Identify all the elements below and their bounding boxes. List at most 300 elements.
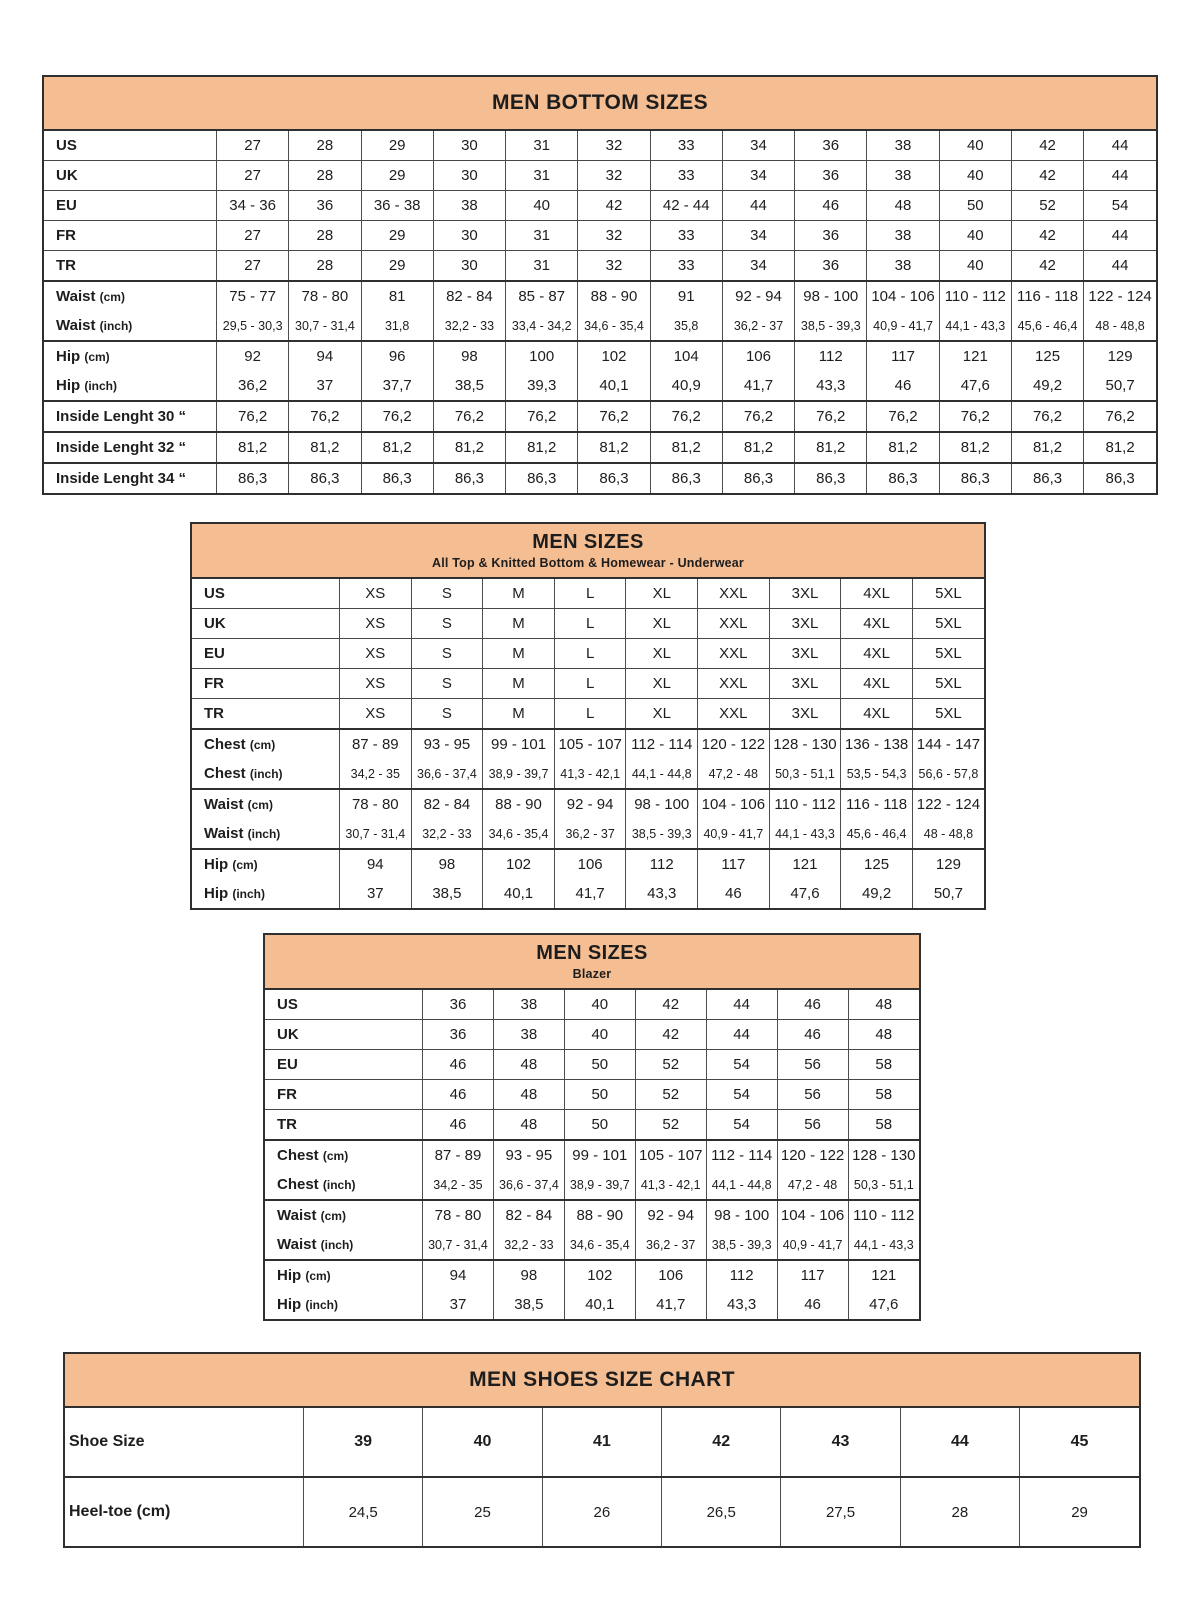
size-cell: 29: [361, 221, 433, 251]
size-cell: 112: [626, 849, 698, 879]
size-cell: 81,2: [217, 432, 289, 463]
size-cell: 47,6: [769, 879, 841, 908]
size-cell: 36,2 - 37: [554, 819, 626, 849]
row-label-text: FR: [204, 675, 224, 692]
size-cell: 40: [506, 191, 578, 221]
size-cell: 86,3: [217, 463, 289, 493]
size-cell: 44: [900, 1408, 1019, 1477]
size-cell: 46: [423, 1110, 494, 1141]
size-cell: 40: [939, 131, 1011, 161]
size-cell: 40,1: [483, 879, 555, 908]
size-cell: 41,7: [635, 1290, 706, 1319]
row-label-text: Inside Lenght 34 “: [56, 470, 187, 487]
row-label-text: UK: [56, 167, 78, 184]
row-label-unit: (cm): [249, 738, 276, 752]
size-cell: 47,2 - 48: [698, 759, 770, 789]
size-cell: 44: [706, 1020, 777, 1050]
size-cell: 102: [578, 341, 650, 371]
row-label: [192, 579, 340, 609]
size-cell: 3XL: [769, 579, 841, 609]
row-label: [265, 1080, 423, 1110]
table-row: [44, 341, 1156, 371]
size-cell: 81,2: [1084, 432, 1156, 463]
size-cell: 58: [848, 1080, 919, 1110]
table-row: [192, 609, 984, 639]
size-cell: 92 - 94: [722, 281, 794, 311]
size-cell: S: [411, 699, 483, 730]
size-cell: 110 - 112: [769, 789, 841, 819]
size-cell: 38,5 - 39,3: [795, 311, 867, 341]
size-cell: 49,2: [841, 879, 913, 908]
size-cell: 42: [1011, 161, 1083, 191]
size-cell: 41,3 - 42,1: [554, 759, 626, 789]
size-cell: 50,7: [1084, 371, 1156, 401]
size-cell: 104 - 106: [867, 281, 939, 311]
row-label-unit: (cm): [320, 1209, 346, 1223]
size-cell: 28: [900, 1477, 1019, 1546]
size-cell: 54: [706, 1050, 777, 1080]
size-cell: 93 - 95: [493, 1140, 564, 1170]
size-cell: 99 - 101: [564, 1140, 635, 1170]
row-label: [44, 463, 217, 493]
row-label-text: US: [277, 996, 298, 1013]
size-cell: 37: [289, 371, 361, 401]
size-cell: 30,7 - 31,4: [423, 1230, 494, 1260]
table-row: [192, 879, 984, 908]
size-cell: 30: [433, 251, 505, 282]
size-cell: 32,2 - 33: [493, 1230, 564, 1260]
size-cell: 32,2 - 33: [433, 311, 505, 341]
size-cell: 129: [1084, 341, 1156, 371]
size-cell: 100: [506, 341, 578, 371]
size-cell: 81,2: [867, 432, 939, 463]
size-cell: 29: [1020, 1477, 1139, 1546]
row-label-text: Hip: [56, 348, 81, 365]
row-label: [192, 849, 340, 879]
size-cell: 47,2 - 48: [777, 1170, 848, 1200]
size-cell: 85 - 87: [506, 281, 578, 311]
size-cell: 86,3: [578, 463, 650, 493]
size-cell: 52: [635, 1080, 706, 1110]
size-cell: 88 - 90: [564, 1200, 635, 1230]
size-cell: XL: [626, 579, 698, 609]
size-cell: 40,9 - 41,7: [777, 1230, 848, 1260]
size-cell: 32: [578, 251, 650, 282]
size-cell: 112: [795, 341, 867, 371]
size-cell: 33: [650, 161, 722, 191]
size-cell: 96: [361, 341, 433, 371]
size-cell: 120 - 122: [777, 1140, 848, 1170]
table-row: [192, 579, 984, 609]
row-label-text: FR: [277, 1086, 297, 1103]
table-row: [265, 1230, 919, 1260]
row-label-text: Waist: [56, 288, 96, 305]
size-cell: XS: [340, 639, 412, 669]
size-cell: 42: [662, 1408, 781, 1477]
size-cell: 45,6 - 46,4: [1011, 311, 1083, 341]
size-cell: 46: [423, 1080, 494, 1110]
size-cell: 3XL: [769, 609, 841, 639]
size-cell: 27: [217, 251, 289, 282]
size-cell: 86,3: [433, 463, 505, 493]
size-cell: 81,2: [650, 432, 722, 463]
table-row: [265, 1260, 919, 1290]
size-cell: 41,7: [554, 879, 626, 908]
size-cell: 50,3 - 51,1: [848, 1170, 919, 1200]
size-cell: 81: [361, 281, 433, 311]
size-cell: 81,2: [939, 432, 1011, 463]
row-label-unit: (cm): [247, 798, 273, 812]
size-cell: 43,3: [795, 371, 867, 401]
size-cell: 4XL: [841, 639, 913, 669]
size-cell: 38,5 - 39,3: [706, 1230, 777, 1260]
size-cell: 48: [493, 1080, 564, 1110]
table-row: [44, 463, 1156, 493]
table-row: [192, 819, 984, 849]
size-cell: 112: [706, 1260, 777, 1290]
size-cell: 36: [289, 191, 361, 221]
size-cell: 98: [493, 1260, 564, 1290]
row-label: [44, 432, 217, 463]
size-cell: 56,6 - 57,8: [912, 759, 984, 789]
size-cell: 44: [1084, 161, 1156, 191]
size-cell: 46: [777, 1020, 848, 1050]
table-row: [265, 1050, 919, 1080]
size-cell: 52: [635, 1110, 706, 1141]
size-cell: 58: [848, 1110, 919, 1141]
size-cell: 48: [848, 1020, 919, 1050]
size-cell: 31: [506, 131, 578, 161]
size-cell: 34: [722, 161, 794, 191]
size-cell: 42: [578, 191, 650, 221]
size-cell: 76,2: [506, 401, 578, 432]
table-title: MEN SIZES: [532, 531, 644, 553]
row-label: [265, 1290, 423, 1319]
size-cell: 76,2: [361, 401, 433, 432]
table-row: [265, 1020, 919, 1050]
size-cell: S: [411, 579, 483, 609]
table-row: [44, 311, 1156, 341]
row-label-text: Hip: [204, 856, 229, 873]
size-cell: 39,3: [506, 371, 578, 401]
size-cell: 36,6 - 37,4: [493, 1170, 564, 1200]
size-cell: 110 - 112: [939, 281, 1011, 311]
table-row: [44, 131, 1156, 161]
size-cell: XS: [340, 609, 412, 639]
size-cell: L: [554, 699, 626, 730]
table-men-bottom-sizes: [42, 75, 1158, 495]
size-cell: 40: [939, 221, 1011, 251]
size-cell: 87 - 89: [340, 729, 412, 759]
size-cell: 38: [493, 1020, 564, 1050]
size-cell: 24,5: [304, 1477, 423, 1546]
size-cell: 34,6 - 35,4: [483, 819, 555, 849]
row-label: [192, 759, 340, 789]
row-label: [265, 1230, 423, 1260]
size-cell: XL: [626, 669, 698, 699]
size-cell: 38,9 - 39,7: [483, 759, 555, 789]
size-cell: 34,6 - 35,4: [564, 1230, 635, 1260]
row-label-text: US: [56, 137, 77, 154]
size-cell: 5XL: [912, 609, 984, 639]
size-cell: 87 - 89: [423, 1140, 494, 1170]
row-label-text: Waist: [277, 1207, 317, 1224]
table-row: [192, 699, 984, 730]
size-cell: 40,9 - 41,7: [867, 311, 939, 341]
size-cell: 38: [433, 191, 505, 221]
row-label: [44, 401, 217, 432]
size-cell: 86,3: [867, 463, 939, 493]
size-cell: 121: [769, 849, 841, 879]
size-cell: 98: [411, 849, 483, 879]
row-label-text: Waist: [277, 1236, 317, 1253]
size-cell: 50,7: [912, 879, 984, 908]
size-cell: 88 - 90: [483, 789, 555, 819]
size-cell: 76,2: [1011, 401, 1083, 432]
size-cell: 76,2: [795, 401, 867, 432]
size-cell: 33,4 - 34,2: [506, 311, 578, 341]
size-cell: 40: [423, 1408, 542, 1477]
size-cell: 92 - 94: [554, 789, 626, 819]
table-row: [192, 639, 984, 669]
size-cell: 3XL: [769, 669, 841, 699]
table-header: [265, 935, 919, 990]
table-row: [265, 1170, 919, 1200]
size-cell: 46: [698, 879, 770, 908]
size-cell: 43: [781, 1408, 900, 1477]
size-cell: 44,1 - 44,8: [626, 759, 698, 789]
size-cell: 30,7 - 31,4: [289, 311, 361, 341]
size-cell: 81,2: [1011, 432, 1083, 463]
size-cell: 125: [1011, 341, 1083, 371]
table-row: [192, 849, 984, 879]
size-cell: 76,2: [722, 401, 794, 432]
row-label-text: US: [204, 585, 225, 602]
row-label: [265, 1170, 423, 1200]
size-cell: XXL: [698, 609, 770, 639]
size-cell: 29,5 - 30,3: [217, 311, 289, 341]
size-cell: 32: [578, 161, 650, 191]
size-cell: 120 - 122: [698, 729, 770, 759]
table-row: [265, 1200, 919, 1230]
table-header: [192, 524, 984, 579]
size-cell: 76,2: [578, 401, 650, 432]
table-row: [265, 1110, 919, 1141]
row-label: [44, 191, 217, 221]
row-label-text: Hip: [277, 1267, 302, 1284]
row-label: [44, 161, 217, 191]
size-cell: 112 - 114: [626, 729, 698, 759]
size-cell: 129: [912, 849, 984, 879]
size-cell: 76,2: [217, 401, 289, 432]
row-label: [192, 699, 340, 730]
row-label: [265, 1140, 423, 1170]
row-label-text: Waist: [56, 317, 96, 334]
size-cell: 38: [867, 131, 939, 161]
size-cell: 5XL: [912, 699, 984, 730]
table-row: [44, 161, 1156, 191]
size-cell: S: [411, 609, 483, 639]
men-sizes-blazer-grid: [265, 990, 919, 1319]
row-label-text: Heel-toe (cm): [69, 1503, 171, 1520]
size-cell: 33: [650, 221, 722, 251]
size-cell: 38,9 - 39,7: [564, 1170, 635, 1200]
size-cell: XS: [340, 579, 412, 609]
size-cell: 56: [777, 1050, 848, 1080]
size-cell: 34: [722, 251, 794, 282]
size-cell: 81,2: [506, 432, 578, 463]
size-cell: 86,3: [650, 463, 722, 493]
table-title: MEN SIZES: [536, 942, 648, 964]
size-cell: 81,2: [722, 432, 794, 463]
size-cell: 42 - 44: [650, 191, 722, 221]
row-label-text: FR: [56, 227, 76, 244]
size-cell: 33: [650, 131, 722, 161]
row-label-text: EU: [277, 1056, 298, 1073]
row-label: [265, 1110, 423, 1141]
size-cell: 52: [1011, 191, 1083, 221]
size-cell: 117: [867, 341, 939, 371]
size-cell: 116 - 118: [1011, 281, 1083, 311]
table-row: [265, 990, 919, 1020]
size-cell: 44: [722, 191, 794, 221]
table-row: [192, 759, 984, 789]
row-label-unit: (cm): [232, 858, 258, 872]
row-label: [44, 281, 217, 311]
size-cell: 76,2: [939, 401, 1011, 432]
row-label: [192, 879, 340, 908]
row-label: [192, 789, 340, 819]
size-cell: 82 - 84: [433, 281, 505, 311]
size-cell: 36: [423, 1020, 494, 1050]
table-subtitle: Blazer: [572, 967, 612, 981]
size-cell: 122 - 124: [1084, 281, 1156, 311]
size-cell: 121: [848, 1260, 919, 1290]
size-cell: 27: [217, 131, 289, 161]
size-cell: XXL: [698, 639, 770, 669]
men-sizes-tops-grid: [192, 579, 984, 908]
size-cell: 26,5: [662, 1477, 781, 1546]
size-cell: 4XL: [841, 609, 913, 639]
size-cell: 104: [650, 341, 722, 371]
size-cell: 48: [867, 191, 939, 221]
size-cell: XL: [626, 639, 698, 669]
size-cell: 4XL: [841, 699, 913, 730]
size-cell: 106: [635, 1260, 706, 1290]
size-cell: 27: [217, 221, 289, 251]
size-cell: 42: [635, 1020, 706, 1050]
size-cell: 38: [493, 990, 564, 1020]
size-cell: 34 - 36: [217, 191, 289, 221]
size-cell: 81,2: [433, 432, 505, 463]
size-cell: 48: [493, 1110, 564, 1141]
row-label-text: Shoe Size: [69, 1433, 145, 1450]
size-cell: 38: [867, 161, 939, 191]
size-cell: 128 - 130: [848, 1140, 919, 1170]
size-cell: 105 - 107: [554, 729, 626, 759]
size-cell: 41,3 - 42,1: [635, 1170, 706, 1200]
size-cell: 52: [635, 1050, 706, 1080]
row-label: [192, 609, 340, 639]
size-cell: 40: [939, 251, 1011, 282]
row-label-text: TR: [277, 1116, 297, 1133]
table-men-shoes: [63, 1352, 1141, 1548]
row-label: [65, 1408, 304, 1477]
row-label-text: Waist: [204, 796, 244, 813]
size-cell: XXL: [698, 669, 770, 699]
size-cell: 121: [939, 341, 1011, 371]
size-cell: 46: [423, 1050, 494, 1080]
size-cell: 30,7 - 31,4: [340, 819, 412, 849]
size-cell: 38: [867, 251, 939, 282]
row-label: [265, 990, 423, 1020]
size-cell: 122 - 124: [912, 789, 984, 819]
row-label-unit: (cm): [84, 350, 110, 364]
table-row: [192, 729, 984, 759]
table-row: [65, 1408, 1139, 1477]
size-cell: 38,5: [411, 879, 483, 908]
size-cell: 48: [848, 990, 919, 1020]
size-cell: 116 - 118: [841, 789, 913, 819]
size-cell: M: [483, 639, 555, 669]
size-cell: 4XL: [841, 669, 913, 699]
size-cell: L: [554, 669, 626, 699]
size-cell: 43,3: [706, 1290, 777, 1319]
row-label-text: UK: [204, 615, 226, 632]
size-cell: 78 - 80: [340, 789, 412, 819]
size-cell: 93 - 95: [411, 729, 483, 759]
row-label-unit: (inch): [320, 1238, 354, 1252]
size-cell: 112 - 114: [706, 1140, 777, 1170]
size-cell: 53,5 - 54,3: [841, 759, 913, 789]
size-cell: 117: [698, 849, 770, 879]
size-cell: 36: [795, 251, 867, 282]
size-cell: 36 - 38: [361, 191, 433, 221]
row-label-text: Hip: [56, 377, 81, 394]
size-cell: 5XL: [912, 639, 984, 669]
size-cell: 76,2: [1084, 401, 1156, 432]
size-cell: S: [411, 669, 483, 699]
size-cell: 136 - 138: [841, 729, 913, 759]
size-cell: 86,3: [361, 463, 433, 493]
size-cell: 34: [722, 131, 794, 161]
size-cell: L: [554, 639, 626, 669]
size-cell: 50: [939, 191, 1011, 221]
table-subtitle: All Top & Knitted Bottom & Homewear - Underwear: [432, 556, 744, 570]
size-cell: 38: [867, 221, 939, 251]
row-label: [265, 1200, 423, 1230]
size-cell: 78 - 80: [423, 1200, 494, 1230]
size-cell: 36,2: [217, 371, 289, 401]
size-cell: 102: [483, 849, 555, 879]
size-cell: M: [483, 699, 555, 730]
row-label-text: Chest: [277, 1176, 319, 1193]
table-row: [65, 1477, 1139, 1546]
table-row: [192, 669, 984, 699]
size-cell: 54: [706, 1110, 777, 1141]
size-cell: XXL: [698, 579, 770, 609]
size-cell: 44: [706, 990, 777, 1020]
row-label-unit: (inch): [305, 1298, 339, 1312]
row-label: [65, 1477, 304, 1546]
size-cell: 50,3 - 51,1: [769, 759, 841, 789]
size-cell: 25: [423, 1477, 542, 1546]
row-label-text: Hip: [277, 1296, 302, 1313]
size-cell: 32: [578, 221, 650, 251]
size-cell: 82 - 84: [493, 1200, 564, 1230]
table-row: [44, 432, 1156, 463]
size-cell: 31: [506, 221, 578, 251]
